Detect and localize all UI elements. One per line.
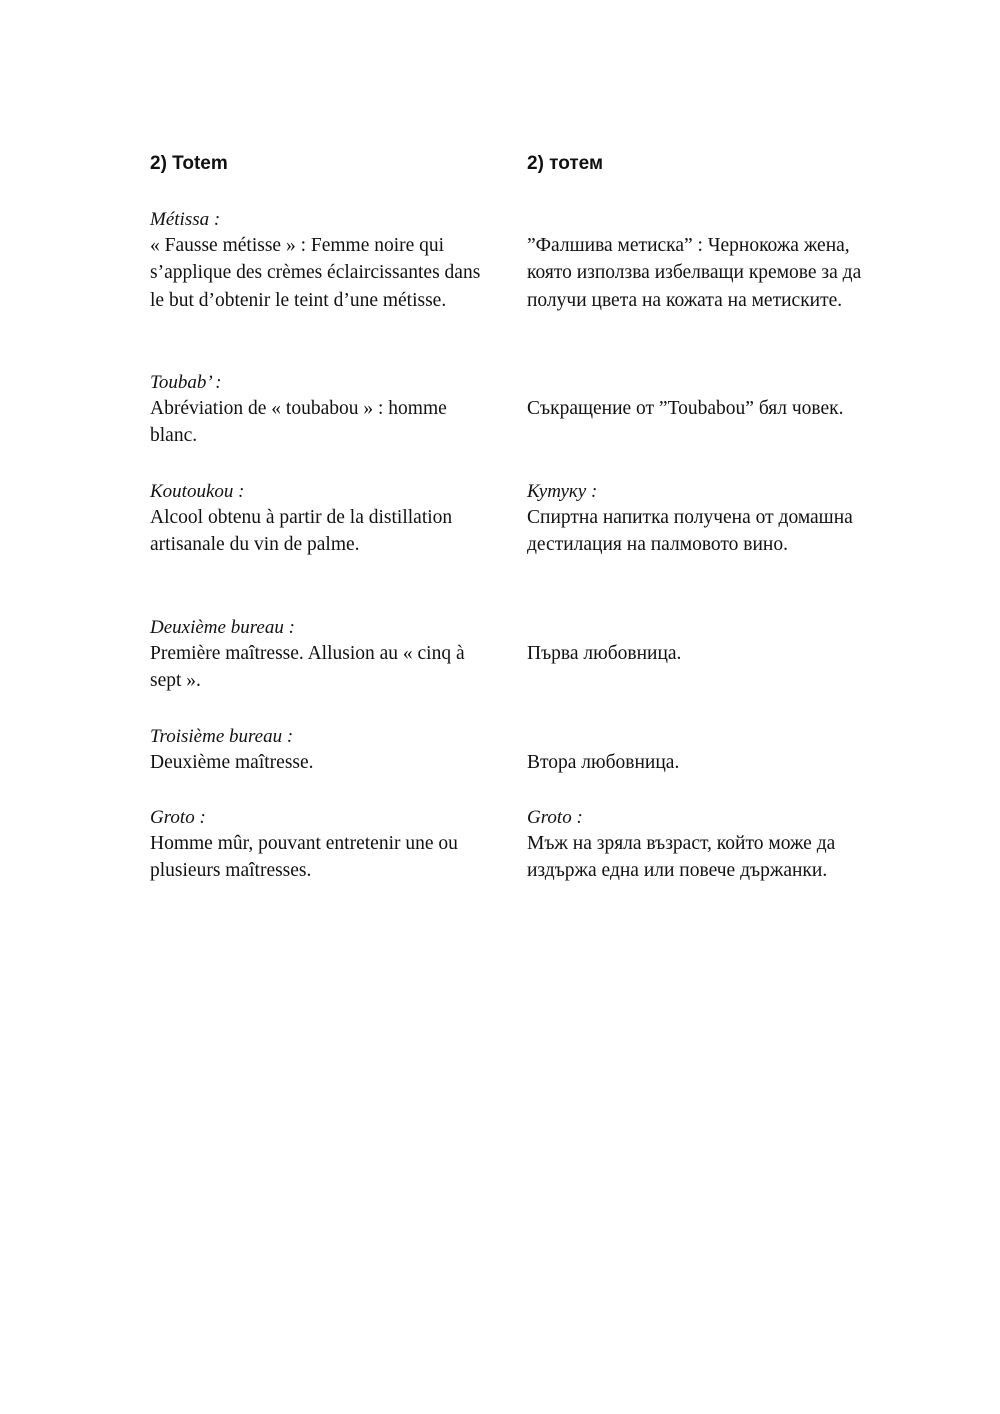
bulgarian-term-groto: Groto : [527,807,583,828]
french-term-toubab: Toubab’ : [150,372,222,393]
bulgarian-definition-kutuku: Спиртна напитка получена от домашна дестилация на палмовото вино. [527,507,853,556]
french-term-groto: Groto : [150,807,206,828]
french-term-koutoukou: Koutoukou : [150,481,245,502]
french-definition-toubab: Abréviation de « toubabou » : homme blanc. [150,398,447,447]
bulgarian-term-kutuku: Кутуку : [527,481,598,502]
french-term-deuxieme-bureau: Deuxième bureau : [150,617,295,638]
bulgarian-definition-deuxieme-bureau: Първа любовница. [527,643,682,664]
french-definition-deuxieme-bureau: Première maîtresse. Allusion au « cinq à sept ». [150,643,465,692]
french-definition-troisieme-bureau: Deuxième maîtresse. [150,752,314,773]
bulgarian-definition-troisieme-bureau: Втора любовница. [527,752,680,773]
french-definition-koutoukou: Alcool obtenu à partir de la distillation artisanale du vin de palme. [150,507,453,556]
bulgarian-heading: 2) тотем [527,153,604,174]
bulgarian-definition-groto: Мъж на зряла възраст, който може да издържа една или повече държанки. [527,833,836,882]
french-term-metissa: Métissa : [150,209,221,230]
bulgarian-definition-toubab: Съкращение от ”Toubabou” бял човек. [527,398,844,419]
french-definition-groto: Homme mûr, pouvant entretenir une ou plusieurs maîtresses. [150,833,458,882]
bulgarian-definition-metissa: ”Фалшива метиска” : Чернокожа жена, която използва избелващи кремове за да получи цвета на кожата на метиските. [527,235,862,311]
french-heading: 2) Totem [150,153,228,174]
french-term-troisieme-bureau: Troisième bureau : [150,726,294,747]
french-definition-metissa: « Fausse métisse » : Femme noire qui s’applique des crèmes éclaircissantes dans le but d’obtenir le teint d’une métisse. [150,235,481,311]
